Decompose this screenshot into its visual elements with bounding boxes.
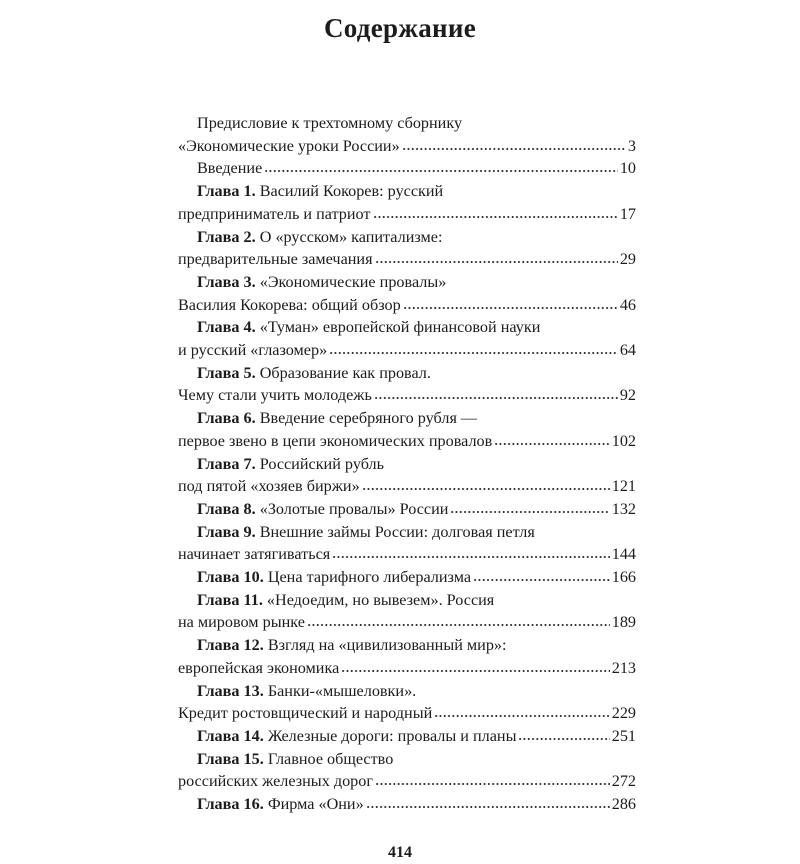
toc-entry-first-line bbox=[178, 316, 636, 339]
entry-text bbox=[197, 498, 448, 521]
toc-entry-last-line bbox=[178, 702, 636, 725]
toc-entry-last-line bbox=[178, 657, 636, 680]
entry-text bbox=[178, 339, 327, 362]
toc-entry-first-line bbox=[178, 226, 636, 249]
entry-text bbox=[178, 543, 330, 566]
dot-leader bbox=[375, 782, 610, 786]
page-number: 414 bbox=[388, 843, 412, 861]
chapter-label: Глава 1. bbox=[197, 182, 256, 201]
entry-page-number: 29 bbox=[619, 250, 636, 269]
chapter-label: Глава 10. bbox=[197, 568, 264, 587]
dot-leader bbox=[264, 169, 618, 173]
chapter-label: Глава 16. bbox=[197, 795, 264, 814]
toc-entry-last-line bbox=[178, 475, 636, 498]
chapter-label: Глава 5. bbox=[197, 363, 256, 382]
entry-title-continued: и русский «глазомер» bbox=[178, 341, 328, 360]
toc-entry-last-line bbox=[178, 770, 636, 793]
entry-title: Введение bbox=[197, 159, 263, 178]
entry-text bbox=[178, 611, 305, 634]
toc-entry[interactable] bbox=[178, 226, 636, 271]
entry-page-number: 286 bbox=[611, 795, 636, 814]
chapter-label: Глава 4. bbox=[197, 318, 256, 337]
dot-leader bbox=[307, 623, 610, 627]
toc-entry-first-line bbox=[178, 453, 636, 476]
entry-text bbox=[178, 248, 373, 271]
entry-page-number: 64 bbox=[619, 341, 636, 360]
entry-text bbox=[178, 475, 360, 498]
entry-title: Главное общество bbox=[267, 749, 394, 768]
toc-entry-last-line bbox=[178, 384, 636, 407]
toc-entry-first-line bbox=[178, 634, 636, 657]
toc-entry-first-line bbox=[178, 680, 636, 703]
dot-leader bbox=[402, 147, 626, 151]
entry-title: Банки-«мышеловки». bbox=[267, 681, 417, 700]
toc-entry[interactable] bbox=[178, 180, 636, 225]
toc-entry-first-line bbox=[178, 748, 636, 771]
entry-title: Введение серебряного рубля — bbox=[259, 409, 478, 428]
toc-entry[interactable] bbox=[178, 498, 636, 521]
entry-text bbox=[178, 770, 373, 793]
entry-title: Цена тарифного либерализма bbox=[267, 568, 472, 587]
dot-leader bbox=[366, 805, 610, 809]
entry-title-continued: европейская экономика bbox=[178, 658, 340, 677]
dot-leader bbox=[434, 714, 609, 718]
entry-title-continued: первое звено в цепи экономических провалов bbox=[178, 431, 493, 450]
dot-leader bbox=[374, 396, 618, 400]
chapter-label: Глава 7. bbox=[197, 454, 256, 473]
entry-title-continued: начинает затягиваться bbox=[178, 545, 331, 564]
entry-title-continued: предприниматель и патриот bbox=[178, 204, 371, 223]
entry-page-number: 189 bbox=[611, 613, 636, 632]
toc-entry-last-line bbox=[178, 611, 636, 634]
dot-leader bbox=[373, 215, 618, 219]
toc-entry[interactable] bbox=[178, 112, 636, 157]
entry-title: «Золотые провалы» России bbox=[259, 499, 449, 518]
entry-page-number: 144 bbox=[611, 545, 636, 564]
toc-entry-first-line bbox=[178, 271, 636, 294]
toc-entry[interactable] bbox=[178, 589, 636, 634]
chapter-label: Глава 8. bbox=[197, 499, 256, 518]
entry-title-continued: российских железных дорог bbox=[178, 772, 373, 791]
entry-page-number: 132 bbox=[611, 499, 636, 518]
toc-entry-last-line bbox=[178, 498, 636, 521]
dot-leader bbox=[473, 578, 610, 582]
toc-entry-first-line bbox=[178, 112, 636, 135]
entry-text bbox=[178, 135, 400, 158]
toc-entry-first-line bbox=[178, 180, 636, 203]
toc-entry-last-line bbox=[178, 793, 636, 816]
entry-page-number: 92 bbox=[619, 386, 636, 405]
toc-entry-last-line bbox=[178, 430, 636, 453]
entry-page-number: 46 bbox=[619, 295, 636, 314]
chapter-label: Глава 2. bbox=[197, 227, 256, 246]
toc-entry-last-line bbox=[178, 248, 636, 271]
toc-entry-first-line bbox=[178, 521, 636, 544]
toc-entry-last-line bbox=[178, 566, 636, 589]
entry-title: Взгляд на «цивилизованный мир»: bbox=[267, 636, 507, 655]
chapter-label: Глава 3. bbox=[197, 272, 256, 291]
toc-entry[interactable] bbox=[178, 407, 636, 452]
entry-title-continued: «Экономические уроки России» bbox=[178, 136, 400, 155]
dot-leader bbox=[375, 260, 618, 264]
toc-entry[interactable] bbox=[178, 680, 636, 725]
entry-page-number: 166 bbox=[611, 568, 636, 587]
entry-text bbox=[197, 793, 364, 816]
toc-entry-last-line bbox=[178, 157, 636, 180]
entry-page-number: 102 bbox=[611, 431, 636, 450]
toc-entry-last-line bbox=[178, 294, 636, 317]
toc-entry-last-line bbox=[178, 135, 636, 158]
toc-entry[interactable] bbox=[178, 362, 636, 407]
chapter-label: Глава 14. bbox=[197, 726, 264, 745]
toc-entry-last-line bbox=[178, 725, 636, 748]
dot-leader bbox=[494, 442, 609, 446]
chapter-label: Глава 13. bbox=[197, 681, 264, 700]
entry-text bbox=[178, 384, 372, 407]
toc-entry[interactable] bbox=[178, 566, 636, 589]
entry-title: Внешние займы России: долговая петля bbox=[259, 522, 535, 541]
entry-title: Фирма «Они» bbox=[267, 795, 364, 814]
entry-title: Предисловие к трехтомному сборнику bbox=[197, 114, 463, 132]
toc-entry-first-line bbox=[178, 589, 636, 612]
toc-entry[interactable] bbox=[178, 316, 636, 361]
entry-page-number: 17 bbox=[619, 204, 636, 223]
entry-title-continued: Василия Кокорева: общий обзор bbox=[178, 295, 401, 314]
entry-text bbox=[178, 702, 432, 725]
entry-text bbox=[178, 657, 339, 680]
toc-entry[interactable] bbox=[178, 748, 636, 793]
entry-page-number: 213 bbox=[611, 658, 636, 677]
entry-title: О «русском» капитализме: bbox=[259, 227, 443, 246]
entry-title: Василий Кокорев: русский bbox=[259, 182, 444, 201]
entry-page-number: 251 bbox=[611, 726, 636, 745]
dot-leader bbox=[332, 555, 610, 559]
entry-page-number: 3 bbox=[627, 136, 636, 155]
entry-text bbox=[178, 430, 492, 453]
toc-entry[interactable] bbox=[178, 793, 636, 816]
toc-entry[interactable] bbox=[178, 634, 636, 679]
chapter-label: Глава 6. bbox=[197, 409, 256, 428]
entry-page-number: 229 bbox=[611, 704, 636, 723]
entry-title: «Туман» европейской финансовой науки bbox=[259, 318, 541, 337]
page-title: Содержание bbox=[323, 13, 477, 43]
entry-title-continued: предварительные замечания bbox=[178, 250, 373, 269]
toc-entry[interactable] bbox=[178, 157, 636, 180]
toc-entry[interactable] bbox=[178, 453, 636, 498]
entry-text bbox=[178, 294, 401, 317]
toc-entry-last-line bbox=[178, 203, 636, 226]
dot-leader bbox=[450, 510, 609, 514]
chapter-label: Глава 15. bbox=[197, 749, 264, 768]
entry-title: Образование как провал. bbox=[259, 363, 431, 382]
toc-entry[interactable] bbox=[178, 521, 636, 566]
entry-page-number: 10 bbox=[619, 159, 636, 178]
toc-entry-first-line bbox=[178, 362, 636, 385]
dot-leader bbox=[341, 669, 609, 673]
entry-page-number: 272 bbox=[611, 772, 636, 791]
dot-leader bbox=[329, 351, 618, 355]
toc-entry-first-line bbox=[178, 407, 636, 430]
dot-leader bbox=[518, 737, 609, 741]
chapter-label: Глава 9. bbox=[197, 522, 256, 541]
entry-title: «Экономические провалы» bbox=[259, 272, 447, 291]
chapter-label: Глава 12. bbox=[197, 636, 264, 655]
dot-leader bbox=[403, 306, 618, 310]
entry-text bbox=[178, 203, 371, 226]
toc-entry-last-line bbox=[178, 543, 636, 566]
dot-leader bbox=[362, 487, 610, 491]
toc-entry[interactable] bbox=[178, 725, 636, 748]
entry-text bbox=[197, 157, 262, 180]
chapter-label: Глава 11. bbox=[197, 590, 263, 609]
entry-page-number: 121 bbox=[611, 477, 636, 496]
toc-entry[interactable] bbox=[178, 271, 636, 316]
toc-entry-last-line bbox=[178, 339, 636, 362]
entry-text bbox=[197, 725, 516, 748]
entry-title-continued: Чему стали учить молодежь bbox=[178, 386, 372, 405]
entry-title-continued: на мировом рынке bbox=[178, 613, 305, 632]
entry-title: Российский рубль bbox=[259, 454, 384, 473]
table-of-contents bbox=[178, 112, 636, 816]
entry-title: Железные дороги: провалы и планы bbox=[267, 726, 517, 745]
entry-text bbox=[197, 566, 471, 589]
entry-title-continued: под пятой «хозяев биржи» bbox=[178, 477, 360, 496]
entry-title: «Недоедим, но вывезем». Россия bbox=[266, 590, 495, 609]
entry-title-continued: Кредит ростовщический и народный bbox=[178, 704, 433, 723]
